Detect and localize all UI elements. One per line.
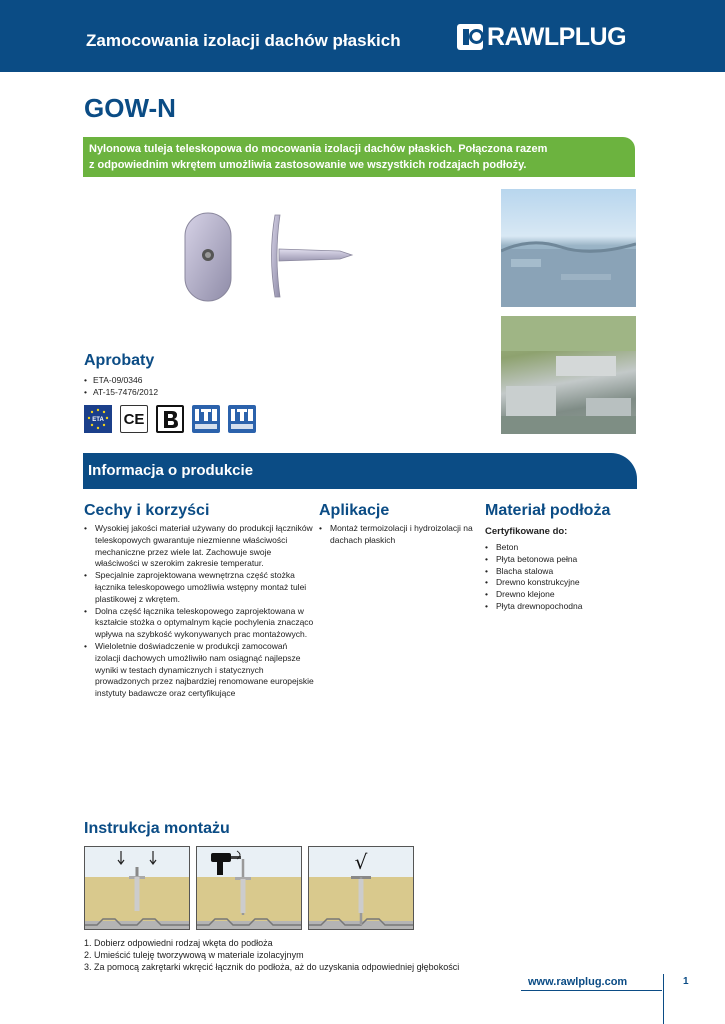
list-item: • Blacha stalowa xyxy=(485,566,635,578)
list-item: • Wieloletnie doświadczenie w produkcji zamocowań izolacji dachowych umożliwiło nam osiągnąć najlepsze wyniki w testach dynamicznych i statycznych prowadzonych przez najbardziej renomowane europejskie instytuty badawcze oraz certyfikujące xyxy=(84,641,314,700)
substrate-heading: Materiał podłoża xyxy=(485,502,611,519)
certification-badges xyxy=(84,405,256,433)
installation-step-1-diagram xyxy=(84,846,190,930)
list-item: • AT-15-7476/2012 xyxy=(84,386,158,398)
list-item: • Dolna część łącznika teleskopowego zaprojektowana w kształcie stożka o optymalnym kącie pochylenia znacząco wpływa na szybkość wykonywanych prac montażowych. xyxy=(84,606,314,641)
info-section-title: Informacja o produkcie xyxy=(88,462,254,479)
header-title: Zamocowania izolacji dachów płaskich xyxy=(86,31,401,50)
product-description xyxy=(83,137,635,177)
list-item: • Płyta betonowa pełna xyxy=(485,554,635,566)
product-image xyxy=(180,205,360,305)
aprobaty-list xyxy=(84,374,158,398)
features-list xyxy=(84,523,314,700)
ce-badge-icon: CE xyxy=(120,405,148,433)
list-item: • Montaż termoizolacji i hydroizolacji na dachach płaskich xyxy=(319,523,479,547)
installation-steps xyxy=(84,937,459,973)
list-item: • Drewno konstrukcyjne xyxy=(485,577,635,589)
footer-vertical-divider xyxy=(663,974,664,1024)
logo-mark-icon xyxy=(457,24,483,50)
installation-step-2-diagram xyxy=(196,846,302,930)
description-line-2: z odpowiednim wkrętem umożliwia zastosowanie we wszystkich rodzajach podłoży. xyxy=(89,159,527,171)
aerial-photo xyxy=(501,316,636,434)
installation-step-3-diagram xyxy=(308,846,414,930)
features-heading: Cechy i korzyści xyxy=(84,502,210,519)
eta-badge-text: ETA xyxy=(92,417,104,423)
list-item: • Płyta drewnopochodna xyxy=(485,601,635,613)
list-item: • Wysokiej jakości materiał używany do produkcji łączników teleskopowych gwarantuje niezmienne właściwości mechaniczne przez wiele lat. Zachowuje swoje właściwości w szerokim zakresie temperatur. xyxy=(84,523,314,570)
aprobaty-heading: Aprobaty xyxy=(84,352,155,369)
description-line-1: Nylonowa tuleja teleskopowa do mocowania izolacji dachów płaskich. Połączona razem xyxy=(89,143,548,155)
substrate-subheading: Certyfikowane do: xyxy=(485,526,568,537)
rawlplug-logo xyxy=(457,23,639,51)
page-number: 1 xyxy=(683,976,689,987)
b-mark-badge-icon xyxy=(156,405,184,433)
list-item: 1. Dobierz odpowiedni rodzaj wkęta do podłoża xyxy=(84,938,273,948)
applications-list xyxy=(319,523,479,547)
footer-url[interactable]: www.rawlplug.com xyxy=(528,976,628,988)
applications-heading: Aplikacje xyxy=(319,502,390,519)
list-item: • Specjalnie zaprojektowana wewnętrzna część stożka łącznika teleskopowego umożliwia wstępny montaż tulei plastikowej z wkrętem. xyxy=(84,570,314,605)
installation-heading: Instrukcja montażu xyxy=(84,820,230,837)
list-item: • Drewno klejone xyxy=(485,589,635,601)
itb-badge-2-icon xyxy=(228,405,256,433)
list-item: • ETA-09/0346 xyxy=(84,374,158,386)
footer-divider xyxy=(521,990,662,991)
list-item: 2. Umieścić tuleję tworzywową w materiale izolacyjnym xyxy=(84,950,304,960)
roof-photo xyxy=(501,189,636,307)
list-item: 3. Za pomocą zakrętarki wkręcić łącznik do podłoża, aż do uzyskania odpowiedniej głębokości xyxy=(84,962,460,972)
itb-badge-icon xyxy=(192,405,220,433)
product-title: GOW-N xyxy=(84,93,176,123)
eta-badge-icon xyxy=(84,405,112,433)
substrate-list xyxy=(485,542,635,613)
logo-text: RAWLPLUG xyxy=(487,22,627,51)
check-mark-icon: √ xyxy=(354,850,368,874)
list-item: • Beton xyxy=(485,542,635,554)
